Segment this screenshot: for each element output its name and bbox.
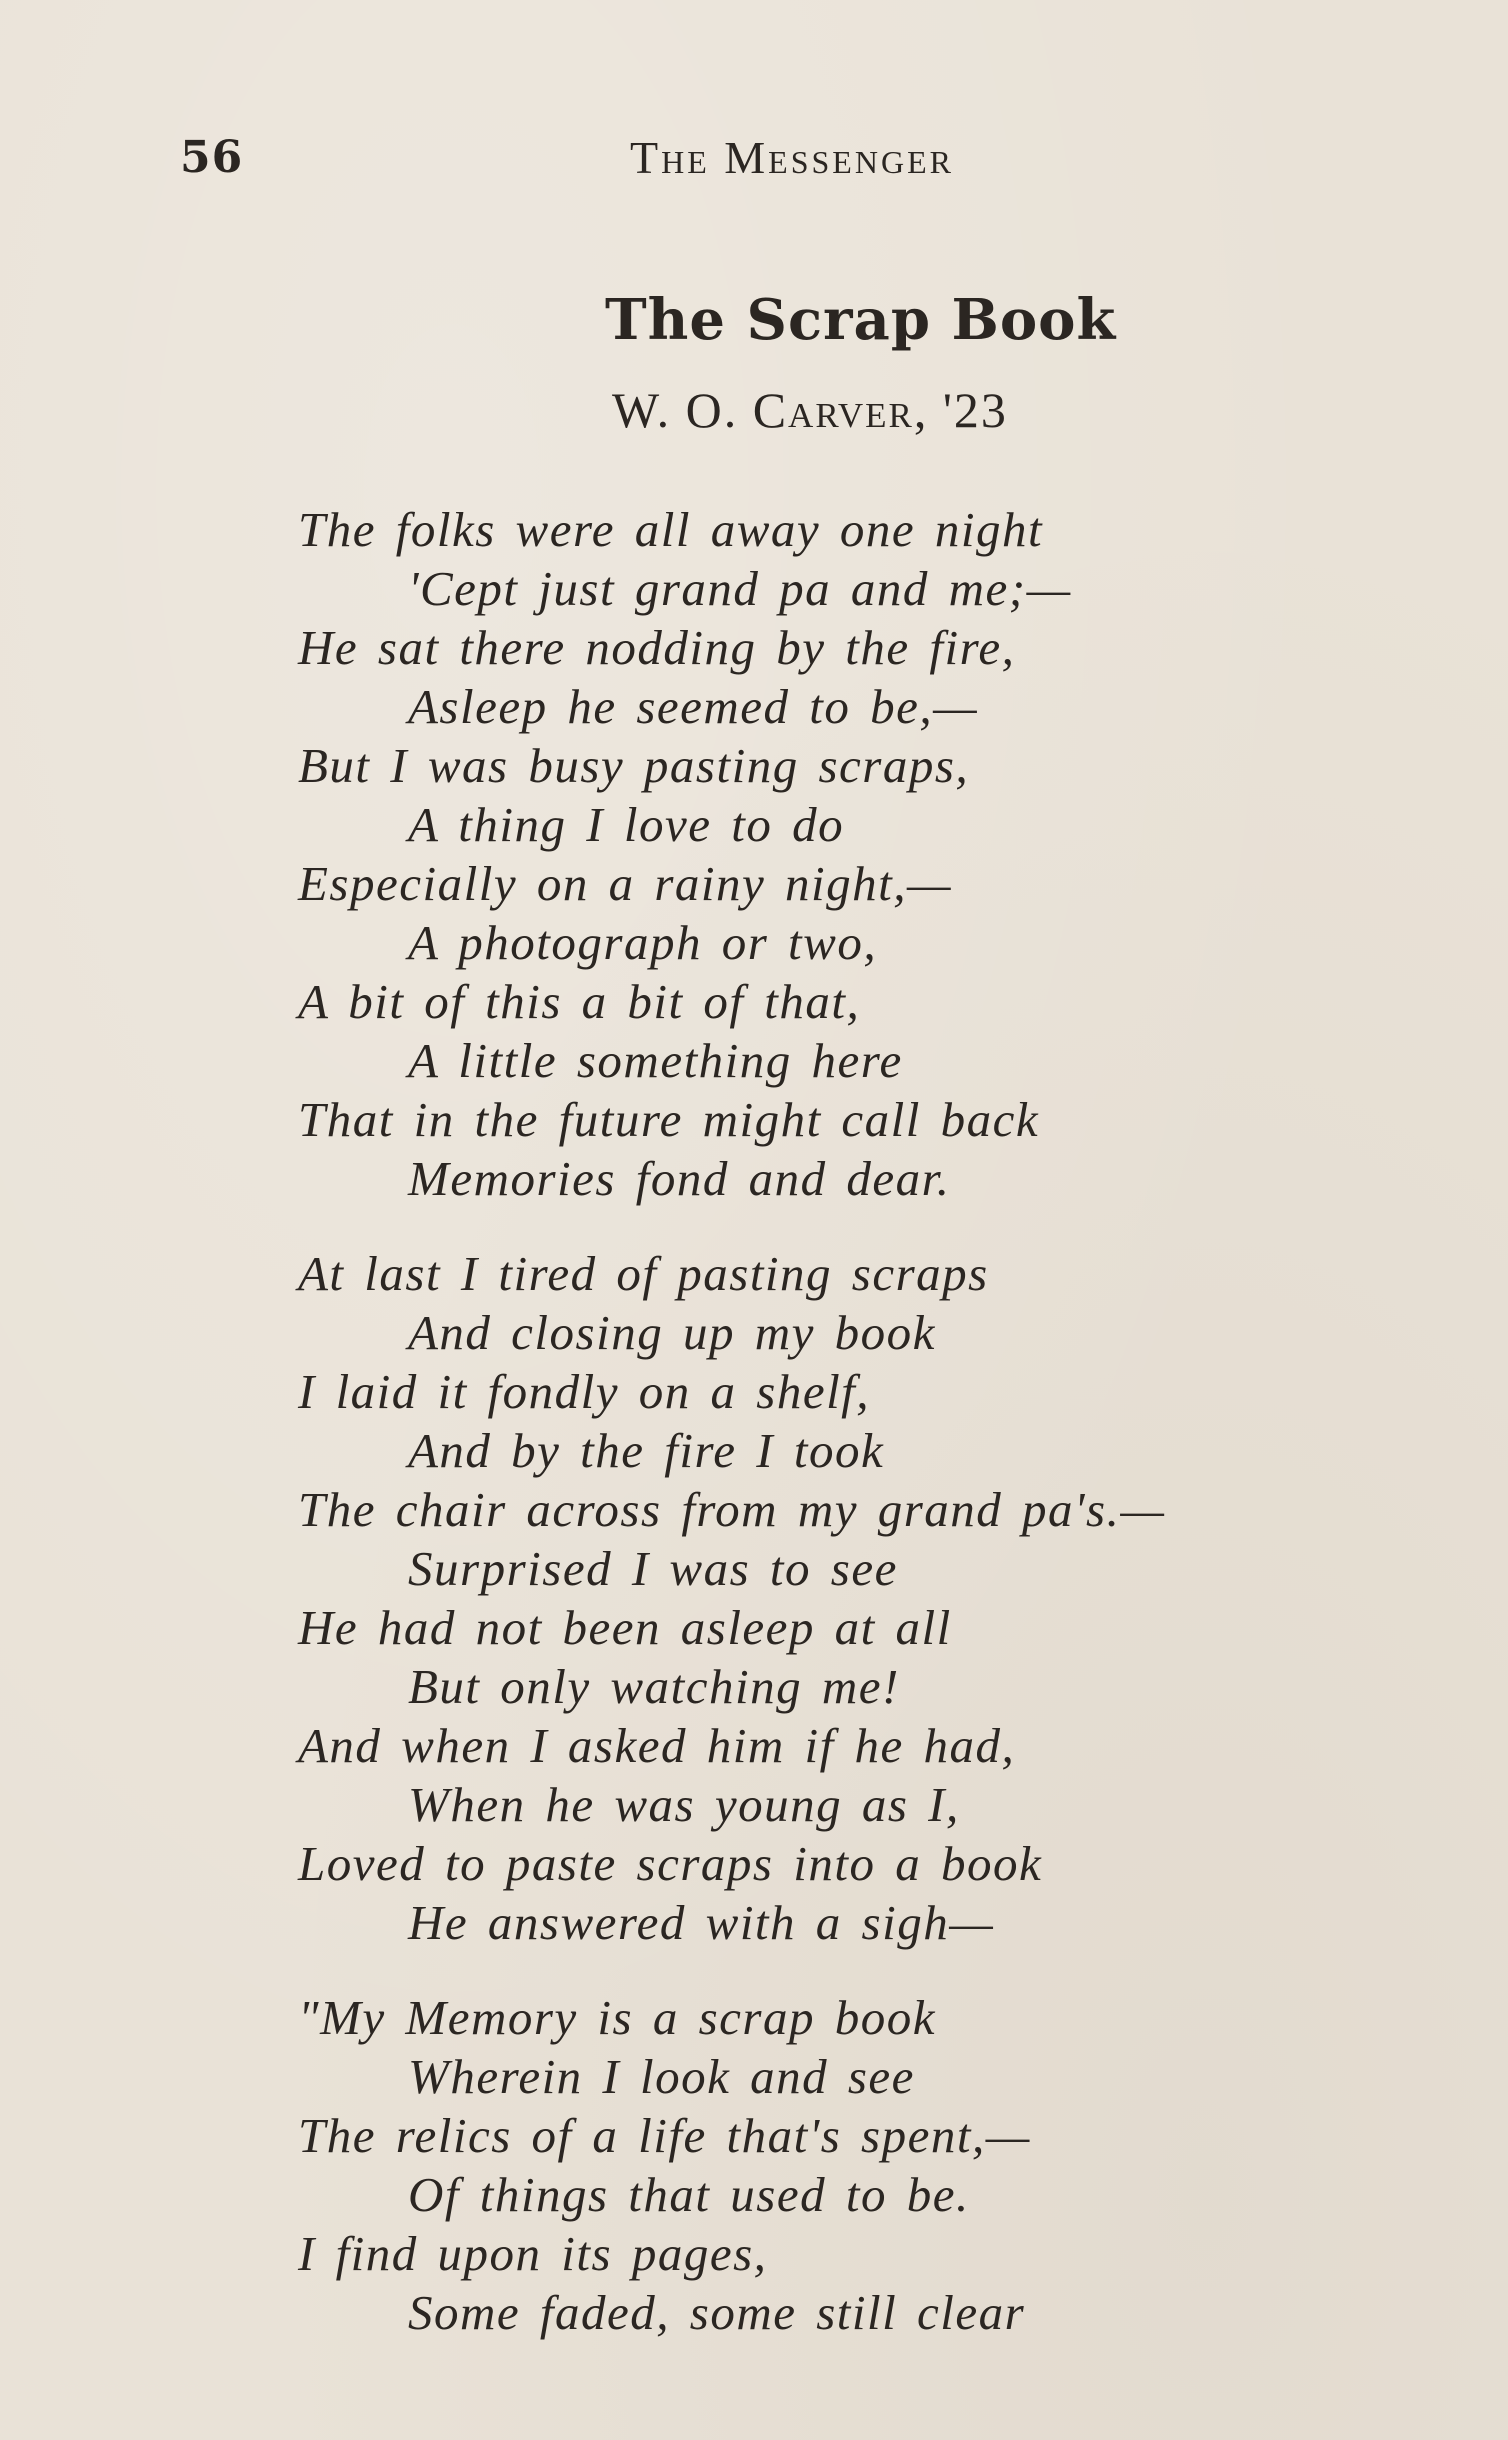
poem-line: Of things that used to be. — [408, 2167, 970, 2222]
poem-body — [298, 500, 1298, 2378]
poem-line: A photograph or two, — [408, 915, 878, 970]
poem-author: W. O. Carver, '23 — [612, 382, 1008, 438]
poem-line: He answered with a sigh— — [408, 1895, 995, 1950]
poem-title: The Scrap Book — [605, 287, 1117, 353]
poem-line: And by the fire I took — [408, 1423, 885, 1478]
poem-line: Loved to paste scraps into a book — [298, 1836, 1043, 1891]
poem-line: At last I tired of pasting scraps — [298, 1246, 989, 1301]
poem-line: I laid it fondly on a shelf, — [298, 1364, 871, 1419]
poem-line: That in the future might call back — [298, 1092, 1040, 1147]
page-number: 56 — [180, 132, 244, 183]
poem-line: Especially on a rainy night,— — [298, 856, 953, 911]
poem-line: 'Cept just grand pa and me;— — [408, 561, 1072, 616]
poem-line: When he was young as I, — [408, 1777, 960, 1832]
poem-line: Asleep he seemed to be,— — [408, 679, 979, 734]
poem-line: He sat there nodding by the fire, — [298, 620, 1016, 675]
poem-line: He had not been asleep at all — [298, 1600, 952, 1655]
poem-line: Memories fond and dear. — [408, 1151, 951, 1206]
poem-line: I find upon its pages, — [298, 2226, 768, 2281]
poem-line: And when I asked him if he had, — [298, 1718, 1016, 1773]
poem-line: Some faded, some still clear — [408, 2285, 1026, 2340]
poem-line: Surprised I was to see — [408, 1541, 898, 1596]
running-title: The Messenger — [630, 132, 954, 183]
poem-line: A bit of this a bit of that, — [298, 974, 861, 1029]
poem-line: The chair across from my grand pa's.— — [298, 1482, 1166, 1537]
poem-line: The relics of a life that's spent,— — [298, 2108, 1031, 2163]
poem-line: A thing I love to do — [408, 797, 845, 852]
poem-line: But I was busy pasting scraps, — [298, 738, 970, 793]
poem-line: A little something here — [408, 1033, 903, 1088]
poem-line: The folks were all away one night — [298, 502, 1044, 557]
running-head — [0, 128, 1508, 188]
poem-line: But only watching me! — [408, 1659, 900, 1714]
poem-line: And closing up my book — [408, 1305, 936, 1360]
stanza-2 — [298, 1244, 1298, 1952]
stanza-3 — [298, 1988, 1298, 2342]
stanza-1 — [298, 500, 1298, 1208]
poem-line: Wherein I look and see — [408, 2049, 915, 2104]
poem-line: "My Memory is a scrap book — [298, 1990, 936, 2045]
